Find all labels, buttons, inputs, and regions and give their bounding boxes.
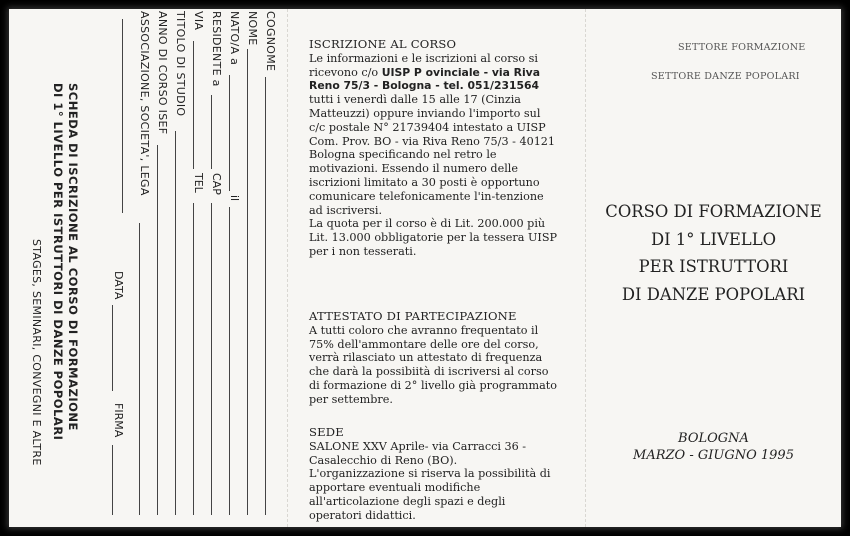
form-title bbox=[50, 83, 80, 440]
form-field-nato bbox=[227, 11, 241, 527]
settore-formazione: SETTORE FORMAZIONE bbox=[678, 42, 806, 53]
form-field-cognome bbox=[263, 11, 277, 527]
course-title bbox=[586, 198, 841, 308]
section-text bbox=[309, 52, 559, 218]
residente-input-line[interactable] bbox=[211, 95, 212, 169]
cover-panel bbox=[586, 9, 841, 527]
form-title-line-2: DI 1° LIVELLO PER ISTRUTTORI DI DANZE POPOLARI bbox=[51, 83, 65, 441]
settore-danze: SETTORE DANZE POPOLARI bbox=[651, 71, 800, 82]
section-heading: ATTESTATO DI PARTECIPAZIONE bbox=[309, 309, 517, 323]
field-label: RESIDENTE a bbox=[210, 11, 223, 87]
course-title-line: DI 1° LIVELLO bbox=[650, 229, 777, 249]
field-label: NATO/A a bbox=[228, 11, 241, 66]
fold-line bbox=[287, 9, 288, 527]
section-heading: SEDE bbox=[309, 425, 344, 439]
cap-input-line[interactable] bbox=[211, 203, 212, 515]
course-title-line: DI DANZE POPOLARI bbox=[621, 284, 806, 304]
associazione-input-line[interactable] bbox=[139, 223, 140, 515]
titolo-input-line[interactable] bbox=[175, 131, 176, 515]
field-label: TITOLO DI STUDIO bbox=[174, 11, 187, 117]
sede-note: L'organizzazione si riserva la possibilità di apportare eventuali modifiche all'articolazione degli spazi e degli operatori didattici. bbox=[309, 467, 551, 522]
course-title-line: CORSO DI FORMAZIONE bbox=[605, 202, 822, 221]
blank-line[interactable] bbox=[122, 19, 123, 213]
signature-input-line[interactable] bbox=[112, 445, 113, 515]
cap-label: CAP bbox=[210, 173, 223, 195]
quota-text: La quota per il corso è di Lit. 200.000 più Lit. 13.000 obbligatorie per la tessera UISP per i non tesserati. bbox=[309, 217, 558, 258]
form-field-associazione bbox=[137, 11, 151, 527]
section-heading: ISCRIZIONE AL CORSO bbox=[309, 37, 457, 51]
body-text: tutti i venerdì dalle 15 alle 17 (Cinzia Matteuzzi) oppure inviando l'importo sul c/c postale N° 21739404 intestato a UISP Com. Prov. BO - via Riva Reno 75/3 - 40121 Bologna specificando nel retro le motivazioni. Essendo il numero delle iscrizioni limitato a 30 posti è opportuno comunicare telefonicamente l'in-tenzione ad iscriversi. bbox=[309, 93, 556, 217]
field-label: VIA bbox=[192, 11, 205, 31]
form-field-anno bbox=[155, 11, 169, 527]
field-label: ASSOCIAZIONE, SOCIETA', LEGA bbox=[138, 11, 151, 196]
attestato-section bbox=[309, 310, 559, 407]
date-input-line[interactable] bbox=[112, 305, 113, 391]
data-label: DATA bbox=[112, 271, 125, 300]
section-text: A tutti coloro che avranno frequentato il 75% dell'ammontare delle ore del corso, verrà rilasciato un attestato di frequenza che darà la possibiità di iscriversi al corso di formazione di 2° livello già programmato per settembre. bbox=[309, 323, 558, 406]
sede-section bbox=[309, 426, 559, 523]
nato-input-line[interactable] bbox=[229, 75, 230, 191]
field-label: COGNOME bbox=[264, 11, 277, 72]
dates: MARZO - GIUGNO 1995 bbox=[633, 448, 794, 463]
address-text: UISP P ovinciale - via Riva Reno 75/3 - Bologna - tel. 051/231564 bbox=[309, 65, 540, 93]
course-title-line: PER ISTRUTTORI bbox=[638, 257, 789, 277]
registration-form bbox=[9, 9, 287, 527]
city: BOLOGNA bbox=[678, 431, 749, 446]
form-subtitle: STAGES, SEMINARI, CONVEGNI E ALTRE bbox=[30, 239, 43, 466]
form-field-titolo bbox=[173, 11, 187, 527]
course-place-dates bbox=[586, 430, 841, 464]
field-label: NOME bbox=[246, 11, 259, 46]
il-label: il bbox=[228, 195, 241, 202]
tel-input-line[interactable] bbox=[193, 203, 194, 515]
sede-address: SALONE XXV Aprile- via Carracci 36 - Casalecchio di Reno (BO). bbox=[309, 439, 527, 467]
form-title-line-1: SCHEDA DI ISCRIZIONE AL CORSO DI FORMAZIONE bbox=[66, 83, 80, 431]
form-field-residente bbox=[209, 11, 223, 527]
via-input-line[interactable] bbox=[193, 41, 194, 169]
registration-form-panel bbox=[9, 9, 287, 527]
firma-label: FIRMA bbox=[112, 403, 125, 438]
field-label: ANNO DI CORSO ISEF bbox=[156, 11, 169, 135]
birthdate-input-line[interactable] bbox=[229, 207, 230, 515]
iscrizione-section bbox=[309, 38, 559, 259]
form-field-via bbox=[191, 11, 205, 527]
cognome-input-line[interactable] bbox=[265, 77, 266, 515]
anno-input-line[interactable] bbox=[157, 145, 158, 515]
nome-input-line[interactable] bbox=[247, 49, 248, 515]
brochure-sheet bbox=[9, 9, 841, 527]
intro-text: Le informazioni e le iscrizioni al corso si ricevono c/o bbox=[309, 51, 538, 79]
tel-label: TEL bbox=[192, 173, 205, 193]
form-field-nome bbox=[245, 11, 259, 527]
